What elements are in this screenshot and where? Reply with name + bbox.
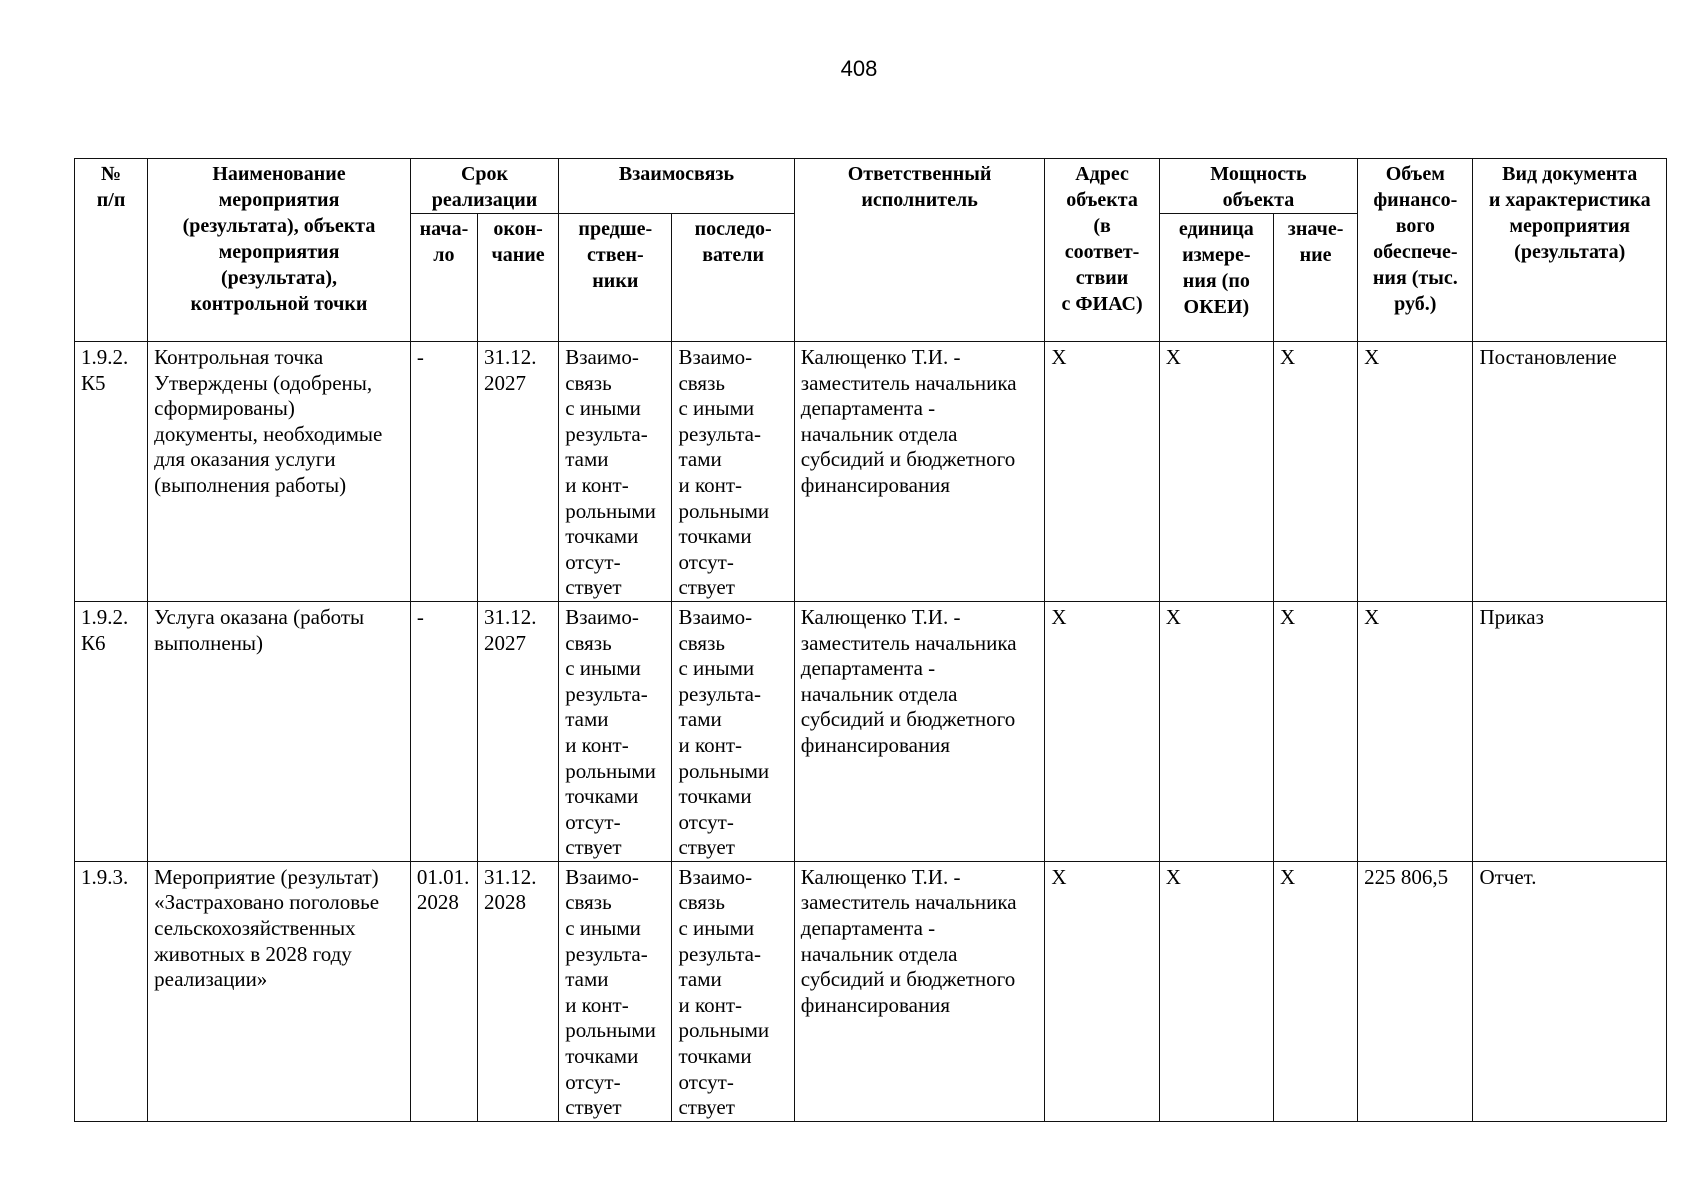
cell-start: 01.01. 2028: [410, 861, 477, 1121]
cell-finance: 225 806,5: [1358, 861, 1473, 1121]
cell-prev: Взаимо- связь с иными результа- тами и конт- рольными точками отсут- ствует: [559, 861, 672, 1121]
cell-prev: Взаимо- связь с иными результа- тами и конт- рольными точками отсут- ствует: [559, 601, 672, 861]
cell-name: Контрольная точка Утверждены (одобрены, сформированы) документы, необходимые для оказания услуги (выполнения работы): [148, 342, 411, 602]
cell-next: Взаимо- связь с иными результа- тами и конт- рольными точками отсут- ствует: [672, 861, 794, 1121]
cell-name: Мероприятие (результат) «Застраховано поголовье сельскохозяйственных животных в 2028 году реализации»: [148, 861, 411, 1121]
cell-next: Взаимо- связь с иными результа- тами и конт- рольными точками отсут- ствует: [672, 342, 794, 602]
cell-executor: Калющенко Т.И. - заместитель начальника департамента - начальник отдела субсидий и бюджетного финансирования: [794, 601, 1045, 861]
cell-end: 31.12. 2028: [477, 861, 558, 1121]
cell-end: 31.12. 2027: [477, 342, 558, 602]
table-row: [75, 342, 1667, 602]
header-relation: Взаимосвязь: [559, 159, 795, 214]
header-relation-next: последо- ватели: [672, 214, 794, 342]
header-period-start: нача- ло: [410, 214, 477, 342]
cell-start: -: [410, 342, 477, 602]
page-number: 408: [840, 56, 878, 81]
cell-num: 1.9.3.: [75, 861, 148, 1121]
cell-start: -: [410, 601, 477, 861]
plan-table: [74, 158, 1667, 1122]
header-period-end: окон- чание: [477, 214, 558, 342]
table-row: [75, 601, 1667, 861]
header-finance: Объем финансо- вого обеспече- ния (тыс. руб.): [1358, 159, 1473, 342]
cell-value: X: [1273, 861, 1357, 1121]
header-address: Адрес объекта (в соответ- ствии с ФИАС): [1045, 159, 1159, 342]
header-capacity-value: значе- ние: [1273, 214, 1357, 342]
cell-unit: X: [1159, 861, 1273, 1121]
cell-unit: X: [1159, 601, 1273, 861]
header-executor: Ответственный исполнитель: [794, 159, 1045, 342]
cell-value: X: [1273, 342, 1357, 602]
cell-num: 1.9.2. К5: [75, 342, 148, 602]
cell-num: 1.9.2. К6: [75, 601, 148, 861]
cell-finance: X: [1358, 601, 1473, 861]
cell-doc: Постановление: [1473, 342, 1667, 602]
cell-doc: Приказ: [1473, 601, 1667, 861]
header-capacity: Мощность объекта: [1159, 159, 1357, 214]
header-name: Наименование мероприятия (результата), объекта мероприятия (результата), контрольной точки: [148, 159, 411, 342]
header-relation-prev: предше- ствен- ники: [559, 214, 672, 342]
cell-next: Взаимо- связь с иными результа- тами и конт- рольными точками отсут- ствует: [672, 601, 794, 861]
cell-address: X: [1045, 601, 1159, 861]
cell-executor: Калющенко Т.И. - заместитель начальника департамента - начальник отдела субсидий и бюджетного финансирования: [794, 342, 1045, 602]
cell-unit: X: [1159, 342, 1273, 602]
cell-name: Услуга оказана (работы выполнены): [148, 601, 411, 861]
cell-finance: X: [1358, 342, 1473, 602]
header-row-top: [75, 159, 1667, 214]
cell-doc: Отчет.: [1473, 861, 1667, 1121]
header-doc-type: Вид документа и характеристика мероприятия (результата): [1473, 159, 1667, 342]
cell-end: 31.12. 2027: [477, 601, 558, 861]
table-row: [75, 861, 1667, 1121]
cell-prev: Взаимо- связь с иными результа- тами и конт- рольными точками отсут- ствует: [559, 342, 672, 602]
cell-executor: Калющенко Т.И. - заместитель начальника департамента - начальник отдела субсидий и бюджетного финансирования: [794, 861, 1045, 1121]
cell-address: X: [1045, 861, 1159, 1121]
header-capacity-unit: единица измере- ния (по ОКЕИ): [1159, 214, 1273, 342]
cell-address: X: [1045, 342, 1159, 602]
header-num: № п/п: [75, 159, 148, 342]
cell-value: X: [1273, 601, 1357, 861]
header-period: Срок реализации: [410, 159, 558, 214]
